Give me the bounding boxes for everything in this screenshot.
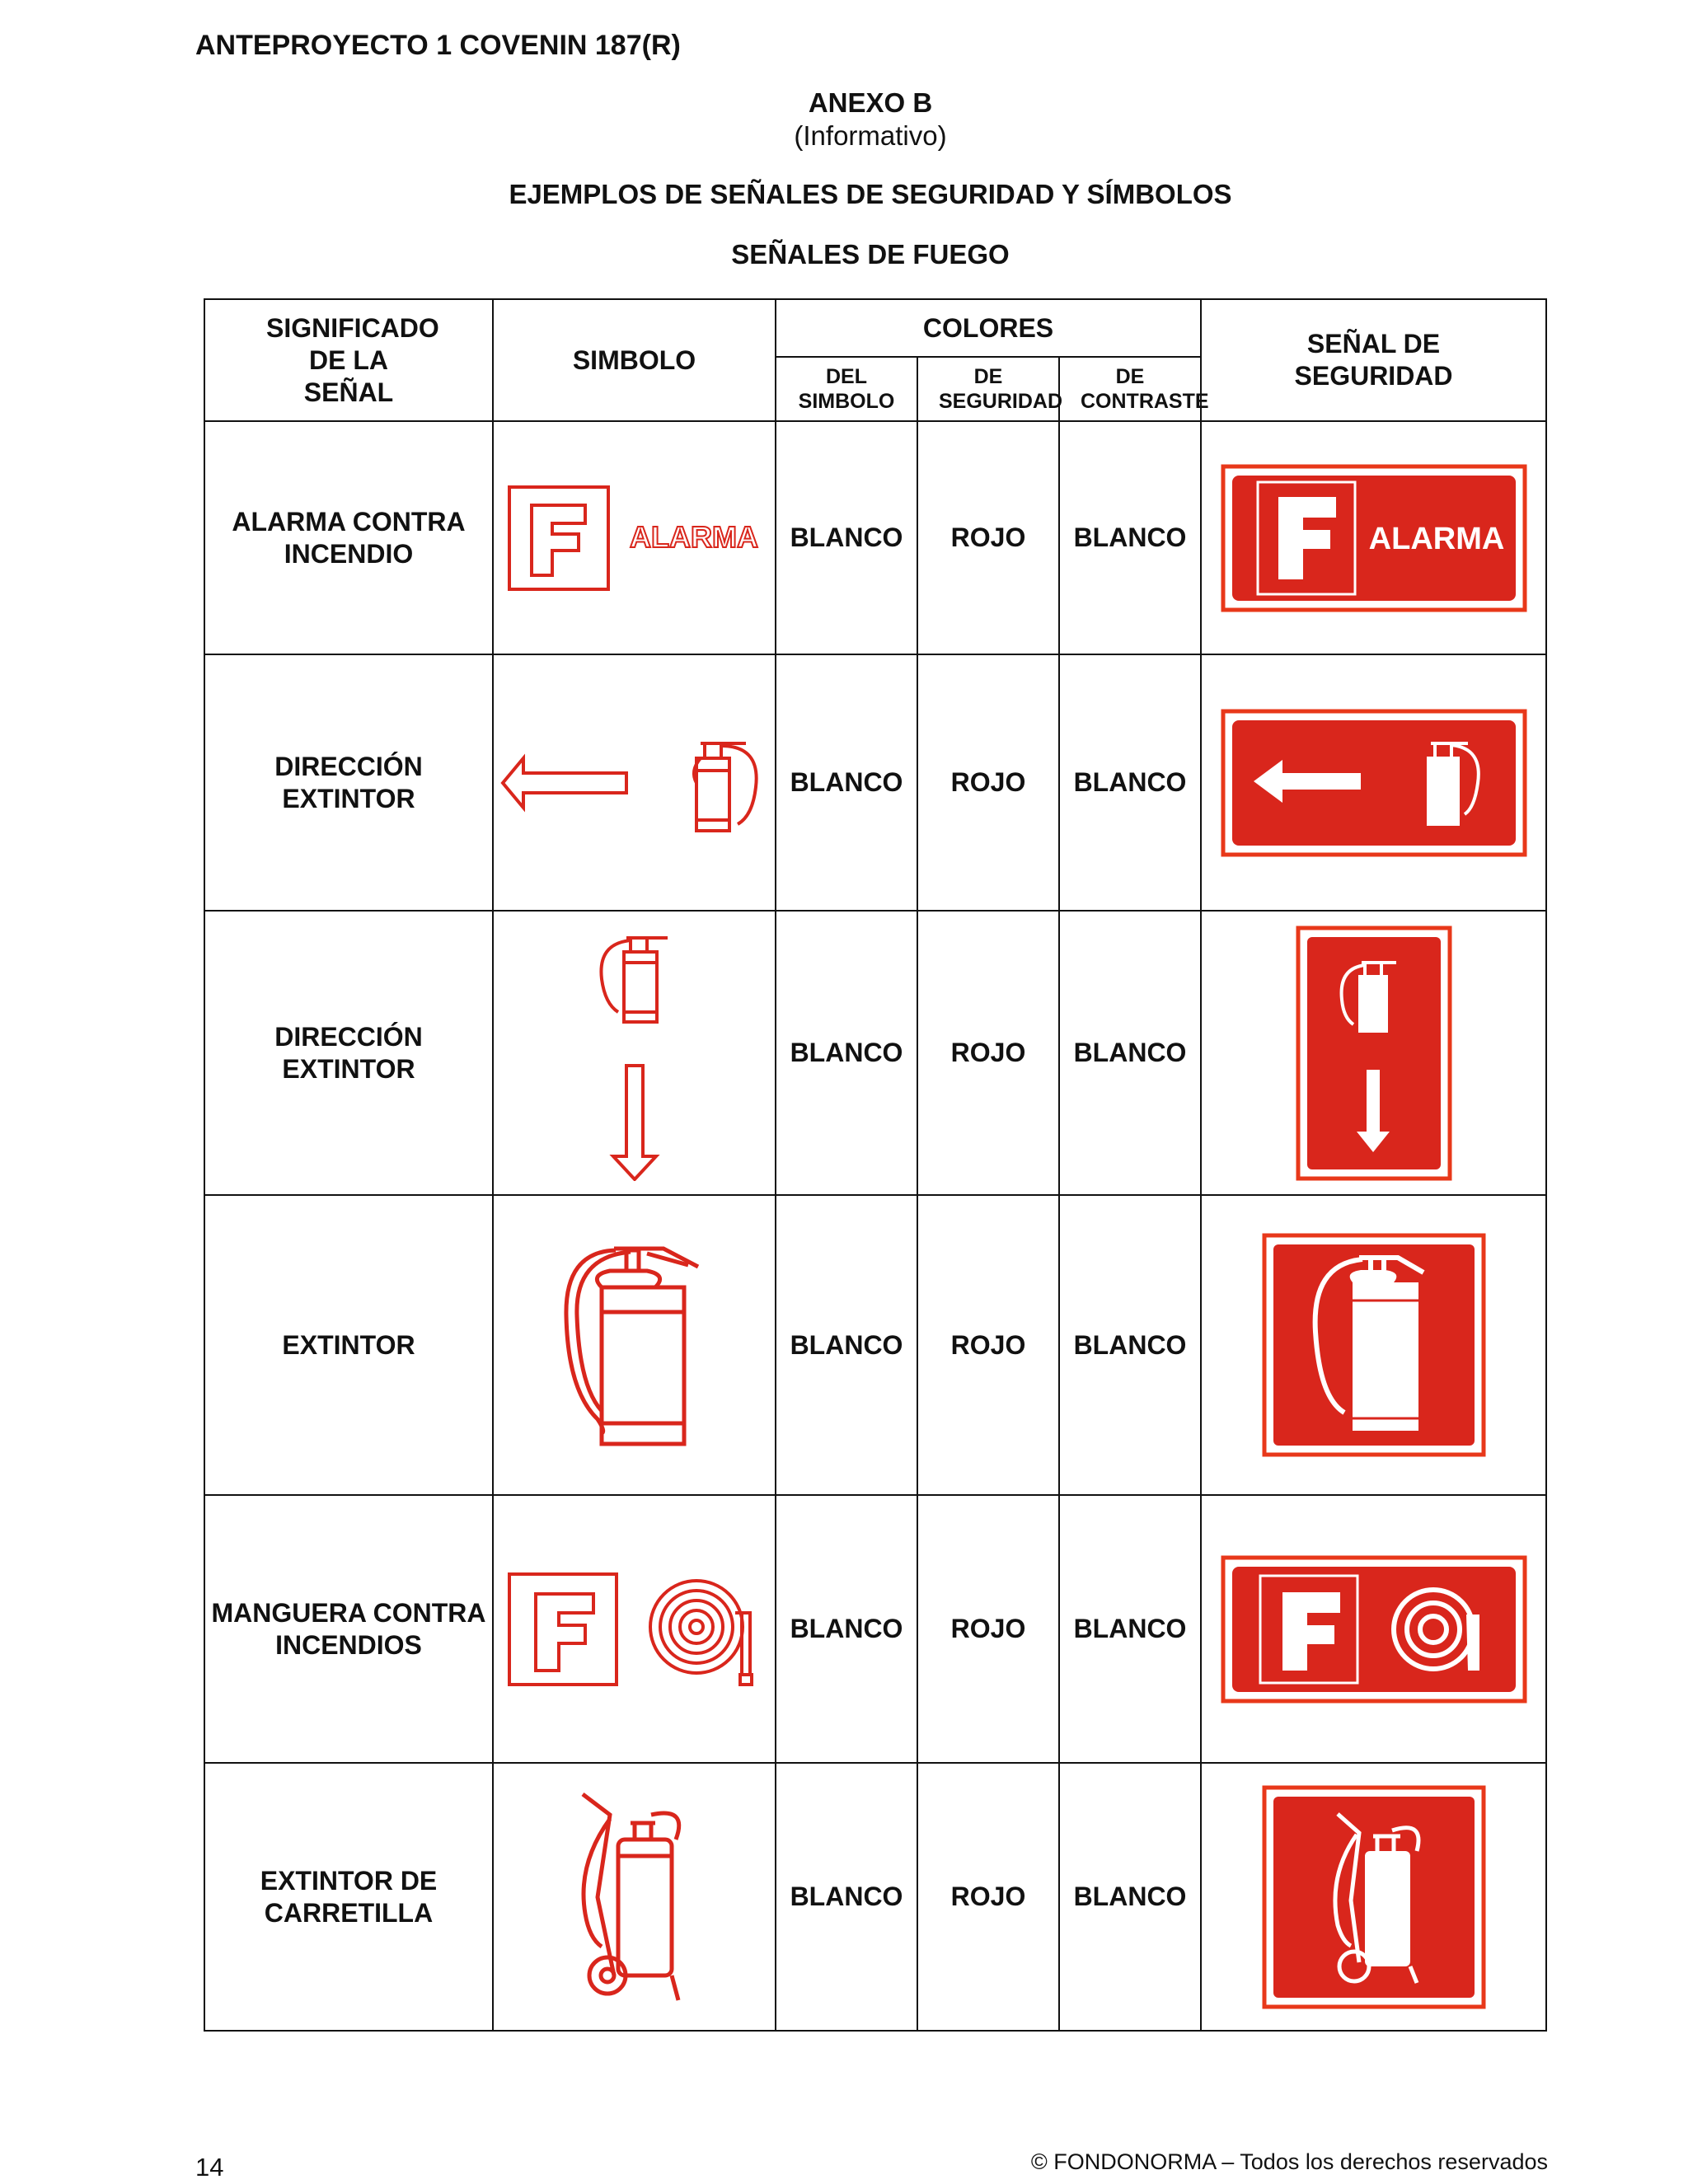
table-row: [204, 1195, 1546, 1495]
header-color-safety: DE SEGURIDAD: [917, 357, 1059, 421]
color-safety-cell: ROJO: [917, 1763, 1059, 2031]
meaning-cell: DIRECCIÓN EXTINTOR: [204, 654, 493, 911]
extinguisher-icon: [556, 1242, 713, 1448]
wheeled-extinguisher-icon: [573, 1790, 696, 2004]
color-contrast-cell: BLANCO: [1059, 1195, 1201, 1495]
fire-alarm-f-icon: [503, 480, 767, 596]
meaning-cell: DIRECCIÓN EXTINTOR: [204, 911, 493, 1195]
section-title: SEÑALES DE FUEGO: [731, 239, 1010, 269]
header-sign: SEÑAL DE SEGURIDAD: [1201, 299, 1546, 421]
annex-subtitle: (Informativo): [794, 120, 947, 151]
fire-hose-icon: [503, 1568, 767, 1691]
extinguisher-arrow-down-icon: [585, 926, 684, 1181]
header-color-symbol: DEL SIMBOLO: [776, 357, 917, 421]
extinguisher-direction-left-sign-icon: [1221, 709, 1527, 857]
fire-alarm-sign-icon: [1221, 464, 1527, 612]
color-symbol-cell: BLANCO: [776, 1763, 917, 2031]
color-contrast-cell: BLANCO: [1059, 654, 1201, 911]
color-symbol-cell: BLANCO: [776, 1495, 917, 1763]
color-safety-cell: ROJO: [917, 911, 1059, 1195]
color-contrast-cell: BLANCO: [1059, 911, 1201, 1195]
color-contrast-cell: BLANCO: [1059, 1763, 1201, 2031]
copyright-notice: © FONDONORMA – Todos los derechos reservados: [1030, 2149, 1548, 2174]
symbol-cell: [493, 421, 776, 654]
color-symbol-cell: BLANCO: [776, 1195, 917, 1495]
color-safety-cell: ROJO: [917, 421, 1059, 654]
meaning-cell: ALARMA CONTRA INCENDIO: [204, 421, 493, 654]
header-meaning: SIGNIFICADO DE LA SEÑAL: [204, 299, 493, 421]
symbol-cell: [493, 1495, 776, 1763]
color-safety-cell: ROJO: [917, 654, 1059, 911]
fire-signs-table: [204, 298, 1547, 2032]
symbol-cell: [493, 911, 776, 1195]
symbol-cell: [493, 1763, 776, 2031]
arrow-left-extinguisher-icon: [499, 725, 771, 841]
color-contrast-cell: BLANCO: [1059, 1495, 1201, 1763]
header-color-contrast: DE CONTRASTE: [1059, 357, 1201, 421]
symbol-cell: [493, 1195, 776, 1495]
table-row: [204, 911, 1546, 1195]
meaning-cell: EXTINTOR DE CARRETILLA: [204, 1763, 493, 2031]
sign-cell: [1201, 1495, 1546, 1763]
table-row: [204, 1763, 1546, 2031]
meaning-cell: MANGUERA CONTRA INCENDIOS: [204, 1495, 493, 1763]
sign-cell: [1201, 421, 1546, 654]
alarm-symbol-text: ALARMA: [629, 519, 758, 554]
color-safety-cell: ROJO: [917, 1495, 1059, 1763]
table-row: [204, 1495, 1546, 1763]
extinguisher-sign-icon: [1262, 1233, 1486, 1457]
meaning-cell: EXTINTOR: [204, 1195, 493, 1495]
header-colors: COLORES: [776, 299, 1201, 357]
header-symbol: SIMBOLO: [493, 299, 776, 421]
color-symbol-cell: BLANCO: [776, 421, 917, 654]
color-symbol-cell: BLANCO: [776, 911, 917, 1195]
document-header: ANTEPROYECTO 1 COVENIN 187(R): [195, 30, 681, 61]
annex-title: ANEXO B: [808, 87, 933, 118]
table-row: [204, 421, 1546, 654]
sign-cell: [1201, 1763, 1546, 2031]
symbol-cell: [493, 654, 776, 911]
wheeled-extinguisher-sign-icon: [1262, 1785, 1486, 2009]
sign-cell: [1201, 911, 1546, 1195]
color-symbol-cell: BLANCO: [776, 654, 917, 911]
extinguisher-direction-down-sign-icon: [1296, 926, 1452, 1181]
color-safety-cell: ROJO: [917, 1195, 1059, 1495]
table-row: [204, 654, 1546, 911]
alarm-sign-text: ALARMA: [1368, 521, 1504, 556]
sign-cell: [1201, 1195, 1546, 1495]
page-number: 14: [195, 2153, 224, 2182]
page-title: EJEMPLOS DE SEÑALES DE SEGURIDAD Y SÍMBOLOS: [509, 179, 1232, 209]
color-contrast-cell: BLANCO: [1059, 421, 1201, 654]
sign-cell: [1201, 654, 1546, 911]
fire-hose-sign-icon: [1221, 1555, 1527, 1704]
